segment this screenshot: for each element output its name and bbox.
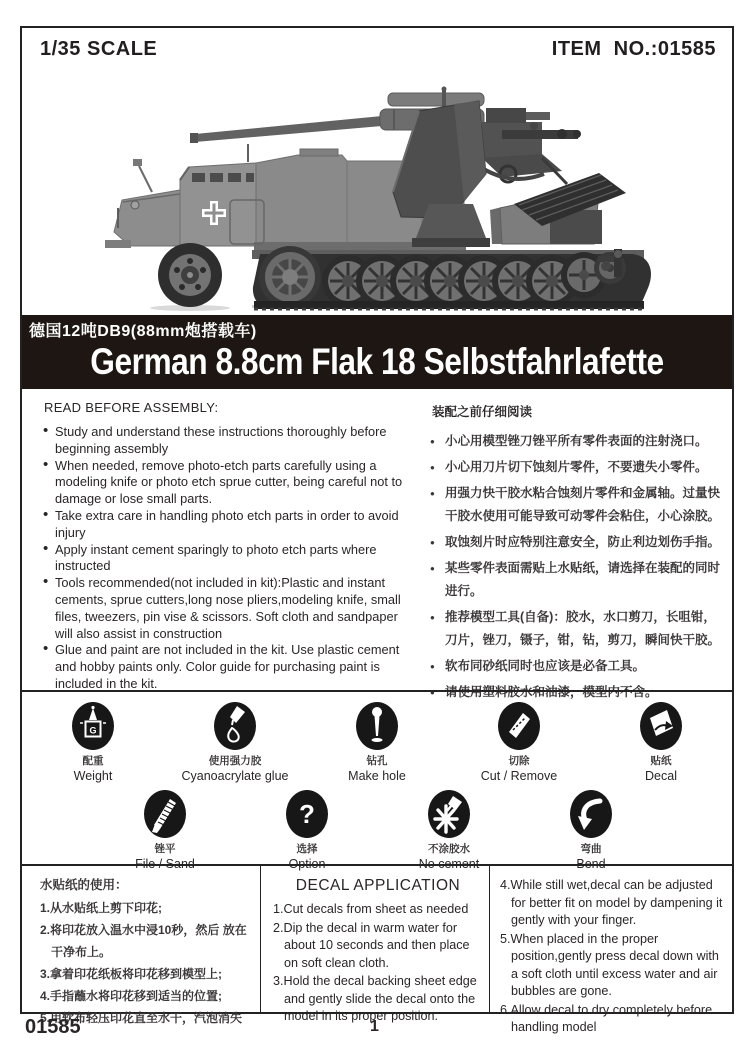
legend-label-zh: 配重 (82, 755, 104, 767)
decal-step-zh: 5.用软布轻压印花直至水干，汽泡消失 (40, 1011, 243, 1025)
legend-option (236, 789, 378, 871)
legend-cut-remove (448, 701, 590, 783)
legend-label-en: Decal (645, 769, 677, 783)
assembly-note-zh: ● 推荐模型工具(自备)：胶水，水口剪刀，长咀钳，刀片，锉刀，镊子，钳，钻，剪刀，瞬间快干胶。 (430, 606, 726, 652)
decal-step-en: 5.When placed in the proper position,gently press decal down with a soft cloth until excess water and air bubbles are gone. (500, 931, 719, 998)
assembly-note-en: • Study and understand these instructions thoroughly before beginning assembly (42, 424, 416, 458)
assembly-note-en: • Tools recommended(not included in kit):Plastic and instant cements, sprue cutters,long nose pliers,modeling knife, small files, tweezers, pin vise & scissors. Soft cloth and sandpaper will also assist in construction (42, 575, 416, 642)
halftrack-flak18-drawing (22, 82, 732, 316)
decal-step-en: 4.While still wet,decal can be adjusted for better fit on model by dampening it gently with your finger. (500, 878, 723, 927)
decal-steps-english-1 (260, 866, 490, 1023)
legend-label-zh: 使用强力胶 (208, 755, 262, 767)
glue-icon (164, 701, 306, 751)
sheet-header (40, 38, 716, 61)
title-bar (22, 315, 732, 389)
assembly-note-zh: ● 取蚀刻片时应特别注意安全，防止利边划伤手指。 (430, 531, 726, 554)
legend-label-zh: 不涂胶水 (428, 843, 470, 855)
file-icon (94, 789, 236, 839)
decal-icon (590, 701, 732, 751)
legend-weight (22, 701, 164, 783)
legend-label-en: Cut / Remove (480, 769, 558, 783)
decal-step-en: 3.Hold the decal backing sheet edge and gently slide the decal onto the model in its proper position. (273, 974, 477, 1023)
assembly-note-en: • When needed, remove photo-etch parts carefully using a modeling knife or photo etch sprue cutter, being careful not to damage or lose small parts. (42, 458, 416, 508)
decal-step-en: 1.Cut decals from sheet as needed (273, 902, 469, 916)
legend-file-sand (94, 789, 236, 871)
decal-step-en: 2.Dip the decal in warm water for about 10 seconds and then place on soft clean cloth. (273, 920, 470, 970)
blade-icon (448, 701, 590, 751)
item-number: ITEM NO.:01585 (551, 38, 716, 60)
legend-label-zh: 选择 (296, 843, 318, 855)
legend-label-en: Make hole (348, 769, 406, 783)
legend-label-zh: 钻孔 (366, 755, 388, 767)
assembly-note-en: • Apply instant cement sparingly to photo etch parts where instructed (42, 542, 416, 576)
no-cement-icon (378, 789, 520, 839)
legend-label-zh: 锉平 (154, 843, 176, 855)
decal-step-zh: 1.从水贴纸上剪下印花; (40, 901, 163, 915)
title-english: German 8.8cm Flak 18 Selbstfahrlafette (90, 340, 664, 382)
legend-no-cement (378, 789, 520, 871)
assembly-notes-english (22, 389, 420, 690)
decal-step-en: 6.Allow decal to dry completely before handling model (500, 1002, 713, 1034)
decal-header-en: DECAL APPLICATION (295, 877, 461, 894)
assembly-note-zh: ● 用强力快干胶水粘合蚀刻片零件和金属轴。过量快干胶水使用可能导致可动零件会粘住，小心涂胶。 (430, 482, 726, 528)
assembly-notes-section (22, 389, 732, 699)
assembly-notes-chinese (420, 389, 732, 699)
legend-label-zh: 切除 (508, 755, 530, 767)
legend-label-en: Cyanoacrylate glue (181, 769, 289, 783)
decal-header-zh: 水贴纸的使用： (40, 878, 128, 892)
legend-label-en: Option (288, 857, 326, 871)
decal-steps-english-2 (490, 866, 732, 1034)
decal-step-zh: 3.拿着印花纸板将印花移到模型上; (40, 967, 223, 981)
assembly-note-zh: ● 小心用刀片切下蚀刻片零件，不要遗失小零件。 (430, 456, 726, 479)
assembly-note-zh: ● 小心用模型锉刀锉平所有零件表面的注射浇口。 (430, 430, 726, 453)
legend-bend (520, 789, 662, 871)
assembly-header-zh: 装配之前仔细阅读 (432, 405, 533, 419)
decal-steps-chinese (22, 866, 260, 1025)
symbol-legend-section (22, 690, 732, 871)
assembly-note-zh: ● 请使用塑料胶水和油漆，模型内不含。 (430, 681, 726, 704)
legend-make-hole (306, 701, 448, 783)
title-chinese: 德国12吨DB9(88mm炮搭载车) (29, 323, 257, 340)
decal-step-zh: 2.将印花放入温水中浸10秒，然后 放在干净布上。 (40, 923, 247, 959)
legend-cyanoacrylate-glue (164, 701, 306, 783)
assembly-note-en: • Take extra care in handling photo etch parts in order to avoid injury (42, 508, 416, 542)
legend-decal (590, 701, 732, 783)
instruction-sheet (20, 26, 734, 1034)
legend-label-en: No cement (418, 857, 480, 871)
vehicle-illustration (22, 82, 732, 316)
bend-arrow-icon (520, 789, 662, 839)
pin-icon (306, 701, 448, 751)
footer-item-number: 01585 (25, 1016, 81, 1038)
svg-text:?: ? (299, 799, 315, 829)
legend-label-en: Weight (73, 769, 113, 783)
legend-label-en: Bend (576, 857, 606, 871)
page-number: 1 (370, 1018, 379, 1035)
decal-step-zh: 4.手指蘸水将印花移到适当的位置; (40, 989, 223, 1003)
svg-text:G: G (89, 725, 97, 736)
legend-label-en: File / Sand (135, 857, 195, 871)
legend-label-zh: 贴纸 (650, 755, 672, 767)
legend-label-zh: 弯曲 (580, 843, 602, 855)
assembly-note-zh: ● 软布同砂纸同时也应该是必备工具。 (430, 655, 726, 678)
question-mark-icon (236, 789, 378, 839)
scale-label: 1/35 SCALE (40, 38, 158, 60)
assembly-note-zh: ● 某些零件表面需贴上水贴纸，请选择在装配的同时进行。 (430, 557, 726, 603)
weight-icon (22, 701, 164, 751)
assembly-note-en: • Glue and paint are not included in the kit. Use plastic cement and hobby paints only. Color guide for purchasing paint is included in the kit. (42, 642, 416, 692)
assembly-header-en: READ BEFORE ASSEMBLY: (44, 400, 219, 415)
